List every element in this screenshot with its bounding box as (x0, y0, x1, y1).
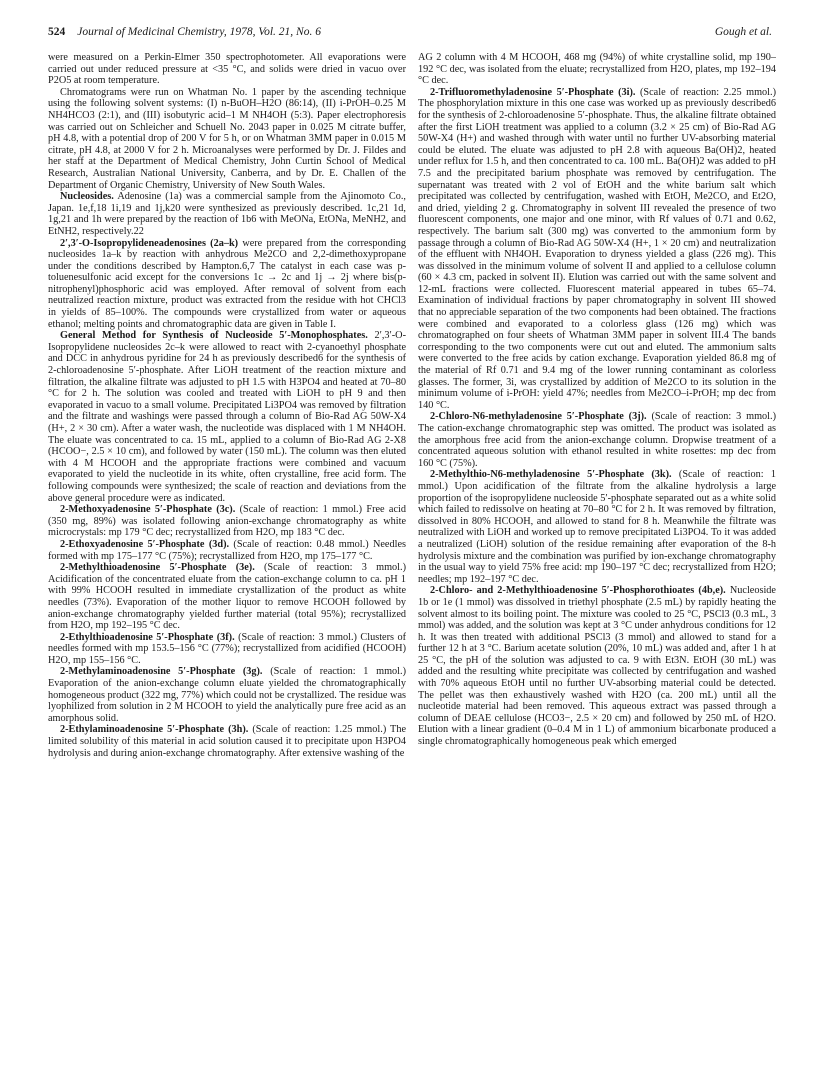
paragraph-heading: 2′,3′-O-Isopropylideneadenosines (2a–k) (60, 237, 239, 249)
paragraph-heading: 2-Ethylaminoadenosine 5′-Phosphate (3h). (60, 724, 249, 736)
paragraph (418, 411, 776, 469)
right-column (418, 52, 776, 1058)
paragraph (48, 238, 406, 331)
paragraph (48, 330, 406, 504)
paragraph-heading: 2-Trifluoromethyladenosine 5′-Phosphate (3i). (430, 86, 636, 98)
paragraph (418, 585, 776, 747)
paragraph (48, 191, 406, 237)
paragraph-text: 2′,3′-O-Isopropylidene nucleosides 2c–k were allowed to react with 2-cyanoethyl phosphate and DCC in anhydrous pyridine for 24 h as previously described6 for the synthesis of 2-chloroadenosine 5′-phosphate. After LiOH treatment of the reaction mixture and filtration, the alkaline filtrate was adjusted to pH 1.5 with H3PO4 and heated at 70–80 °C for 2 h. The solution was cooled and treated with LiOH to pH 9 and then evaporated in vacuo to a small volume. Precipitated Li3PO4 was removed by filtration and the filtrate and washings were passed through a column of Bio-Rad AG 50W-X4 (H+, 2 × 30 cm). After a water wash, the nucleotide was displaced with 1 M NH4OH. The eluate was concentrated to ca. 15 mL, applied to a column of Bio-Rad AG 2-X8 (HCOO−, 2.5 × 10 cm), and followed by water (150 mL). The column was then eluted with 4 M HCOOH and the appropriate fractions were combined and vacuum evaporated to yield the nucleotide in its white, often crystalline, free acid form. The following compounds were synthesized; the scale of reaction and deviations from the above general procedure were as indicated. (48, 330, 406, 504)
page-number: 524 (48, 26, 66, 38)
paragraph-text: AG 2 column with 4 M HCOOH, 468 mg (94%) of white crystalline solid, mp 190–192 °C dec, was isolated from the eluate; recrystallized from H2O, plates, mp 192–194 °C dec. (418, 52, 776, 87)
paragraph (48, 539, 406, 562)
left-column (48, 52, 406, 1058)
paragraph-heading: 2-Methylthioadenosine 5′-Phosphate (3e). (60, 562, 255, 574)
paragraph-text: Chromatograms were run on Whatman No. 1 paper by the ascending technique using the following solvent systems: (I) n-BuOH–H2O (86:14), (II) i-PrOH–0.25 M NH4HCO3 (2:1), and (III) isobutyric acid–1 M NH4OH (5:3). Paper electrophoresis was carried out on Schleicher and Schuell No. 2043 paper in 0.025 M citrate buffer, pH 4.8, with a potential drop of 200 V for 5 h, or on Whatman 3MM paper in 0.015 M citrate, pH 4.8, at 2000 V for 2 h. Microanalyses were performed by Dr. J. Fildes and her staff at the Department of Medical Chemistry, John Curtin School of Medical Research, Australian National University, Canberra, and by Dr. E. Challen of the Department of Organic Chemistry, University of New South Wales. (48, 86, 406, 191)
paragraph-text: (Scale of reaction: 3 mmol.) Clusters of needles formed with mp 153.5–156 °C (77%); recrystallized from acidified (HCOOH) H2O, mp 155–156 °C. (48, 631, 406, 666)
paragraph-text: were prepared from the corresponding nucleosides 1a–k by reaction with anhydrous Me2CO and 2,2-dimethoxypropane under the conditions described by Hampton.6,7 The catalyst in each case was p-toluenesulfonic acid except for the conversions 1c → 2c and 1j → 2j where bis(p-nitrophenyl)phosphoric acid was employed. After removal of solvent from each neutralized reaction mixture, product was extracted from the residue with hot CHCl3 in yields of 85–100%. The compounds were crystallized from water or aqueous ethanol; melting points and chromatographic data are given in Table I. (48, 237, 406, 330)
paragraph-text: (Scale of reaction: 1 mmol.) Upon acidification of the filtrate from the alkaline hydrolysis a large proportion of the isopropylidene nucleoside 5′-phosphate separated out as a white solid which failed to redissolve on heating at 70–80 °C for 2 h. It was removed by filtration, dissolved in 80% HCOOH, and allowed to stand for 8 h. Meanwhile the filtrate was neutralized with LiOH and worked up to remove precipitated Li3PO4. To it was added a neutralized (LiOH) solution of the residue remaining after evaporation of the 8-h hydrolysis mixture and the combination was purified by ion-exchange chromatography in the usual way to yield 75% free acid: mp 190–197 °C dec; recrystallized from H2O; needles; mp 192–197 °C dec. (418, 469, 776, 585)
paragraph (418, 469, 776, 585)
paragraph (48, 724, 406, 759)
journal-citation: Journal of Medicinal Chemistry, 1978, Vol. 21, No. 6 (77, 26, 321, 38)
paragraph-heading: 2-Methylthio-N6-methyladenosine 5′-Phosphate (3k). (430, 469, 672, 481)
author-running-head: Gough et al. (714, 26, 772, 38)
running-header (48, 26, 321, 38)
paragraph-heading: 2-Ethylthioadenosine 5′-Phosphate (3f). (60, 631, 235, 643)
paragraph-heading: 2-Methylaminoadenosine 5′-Phosphate (3g). (60, 666, 263, 678)
paragraph-heading: 2-Chloro- and 2-Methylthioadenosine 5′-Phosphorothioates (4b,e). (430, 585, 726, 597)
paragraph-text: Adenosine (1a) was a commercial sample from the Ajinomoto Co., Japan. 1e,f,18 1i,19 and 1j,k20 were synthesized as previously described. 1c,21 1d, 1g,21 and 1h were prepared by the reaction of 1b6 with MeONa, EtONa, MeNH2, and EtNH2, respectively.22 (48, 191, 406, 237)
paragraph-text: (Scale of reaction: 1 mmol.) Free acid (350 mg, 89%) was isolated following anion-exchange chromatography as white microcrystals: mp 179 °C dec; recrystallized from H2O, mp 183 °C dec. (48, 504, 406, 539)
paragraph-heading: 2-Chloro-N6-methyladenosine 5′-Phosphate (3j). (430, 411, 647, 423)
page-header (48, 26, 772, 44)
paragraph-text: were measured on a Perkin-Elmer 350 spectrophotometer. All evaporations were carried out under reduced pressure at <35 °C, and solids were dried in vacuo over P2O5 at room temperature. (48, 52, 406, 87)
paragraph-text: (Scale of reaction: 0.48 mmol.) Needles formed with mp 175–177 °C (75%); recrystallized from H2O, mp 175–177 °C. (48, 538, 406, 562)
paragraph (48, 504, 406, 539)
paragraph-heading: General Method for Synthesis of Nucleoside 5′-Monophosphates. (60, 330, 368, 342)
paragraph-text: (Scale of reaction: 1 mmol.) Evaporation of the anion-exchange column eluate yielded the chromatographically homogeneous product (322 mg, 77%) which could not be crystallized. The residue was lyophilized from solution in 2 M HCOOH to yield the analytically pure free acid as an amorphous solid. (48, 666, 406, 724)
paragraph-heading: 2-Methoxyadenosine 5′-Phosphate (3c). (60, 504, 236, 516)
paragraph (48, 666, 406, 724)
paragraph-heading: 2-Ethoxyadenosine 5′-Phosphate (3d). (60, 538, 230, 550)
paragraph (418, 87, 776, 412)
paragraph-text: (Scale of reaction: 1.25 mmol.) The limited solubility of this material in acid solution caused it to precipitate upon H3PO4 hydrolysis and during anion-exchange chromatography. After extensive washing of the (48, 724, 406, 759)
paragraph-text: Nucleoside 1b or 1e (1 mmol) was dissolved in triethyl phosphate (2.5 mL) by rapidly heating the solvent almost to its boiling point. The mixture was cooled to 25 °C, PSCl3 (0.3 mL, 3 mmol) was added, and the solution was kept at 3 °C under anhydrous conditions for 12 h. It was then treated with additional PSCl3 (3 mmol) and allowed to stand for a further 12 h at 3 °C. Barium acetate solution (20%, 10 mL) was added and, after 1 h at 25 °C, the pH of the solution was adjusted to ca. 9 with Et3N. EtOH (30 mL) was added and the resulting white precipitate was collected by centrifugation and washed with 70% aqueous EtOH until no further UV-absorbing material could be detected. The pellet was then exhaustively washed with H2O (ca. 200 mL) until all the nucleotide material had been removed. This aqueous extract was passed through a column of DEAE cellulose (HCO3−, 2.5 × 20 cm) and followed by 250 mL of H2O. Elution with a linear gradient (0–0.4 M in 1 L) of ammonium bicarbonate produced a single chromatographically homogeneous peak which emerged (418, 585, 776, 748)
paragraph-text: (Scale of reaction: 2.25 mmol.) The phosphorylation mixture in this one case was worked up as previously described6 for the synthesis of 2-chloroadenosine 5′-phosphate. Thus, the alkaline filtrate obtained after the first LiOH treatment was applied to a column (3.2 × 25 cm) of Bio-Rad AG 50W-X4 (H+) and washed through with water until no further UV-absorbing material could be eluted. The eluate was adjusted to pH 2.8 with aqueous Ba(OH)2, heated under reflux for 1.5 h, and then concentrated to ca. 100 mL. Ba(OH)2 was added to pH 7.5 and the precipitated barium phosphate was removed by centrifugation. The supernatant was treated with 2 vol of EtOH and the white barium salt which precipitated was collected by centrifugation, washed with EtOH, Me2CO, and Et2O, and dried, yielding 2 g. Chromatography in solvent III revealed the presence of two fluorescent components, one major and one minor, with Rf values of 0.71 and 0.62, respectively. The barium salt (300 mg) was converted to the ammonium form by passage through a column of Bio-Rad AG 50W-X4 (H+, 1 × 20 cm) and neutralization of the effluent with NH4OH. Evaporation to dryness yielded a glass (226 mg). This was dissolved in the minimum volume of solvent II and applied to a cellulose column (60 × 4.3 cm, packed in solvent II). Elution was carried out with the same solvent and 12-mL fractions were collected. Fluorescent material appeared in tubes 65–74. Examination of individual fractions by paper chromatography in solvent III showed that no appreciable separation of the two components had been obtained. The fractions were combined and evaporated to a colorless glass (126 mg) which was chromatographed on four sheets of Whatman 3MM paper in solvent III.4 The bands corresponding to the two components were cut out and eluted. The ammonium salts were converted to the free acids by cation exchange. Evaporation yielded 86.8 mg of the material of Rf 0.71 and 9.4 mg of the lower running contaminant as colorless glasses. The former, 3i, was crystallized by addition of Me2CO to its solution in the minimum volume of i-PrOH: yield 47%; needles from Me2CO–i-PrOH; mp dec from 140 °C. (418, 86, 776, 411)
paragraph (48, 87, 406, 191)
paragraph-heading: Nucleosides. (60, 191, 114, 203)
paragraph (48, 52, 406, 87)
paragraph (418, 52, 776, 87)
paragraph-text: (Scale of reaction: 3 mmol.) Acidification of the concentrated eluate from the cation-exchange column to ca. pH 1 with 99% HCOOH resulted in immediate crystallization of the product as white needles (73%). Evaporation of the mother liquor to remove HCOOH followed by anion-exchange chromatography yielded further material (total 95%); recrystallized from H2O, mp 192–195 °C dec. (48, 562, 406, 632)
paragraph (48, 632, 406, 667)
paragraph (48, 562, 406, 632)
paragraph-text: (Scale of reaction: 3 mmol.) The cation-exchange chromatographic step was omitted. The product was isolated as the amorphous free acid from the anion-exchange column. Dropwise treatment of a concentrated aqueous solution with ethanol resulted in white rosettes: mp dec from 160 °C (75%). (418, 411, 776, 469)
